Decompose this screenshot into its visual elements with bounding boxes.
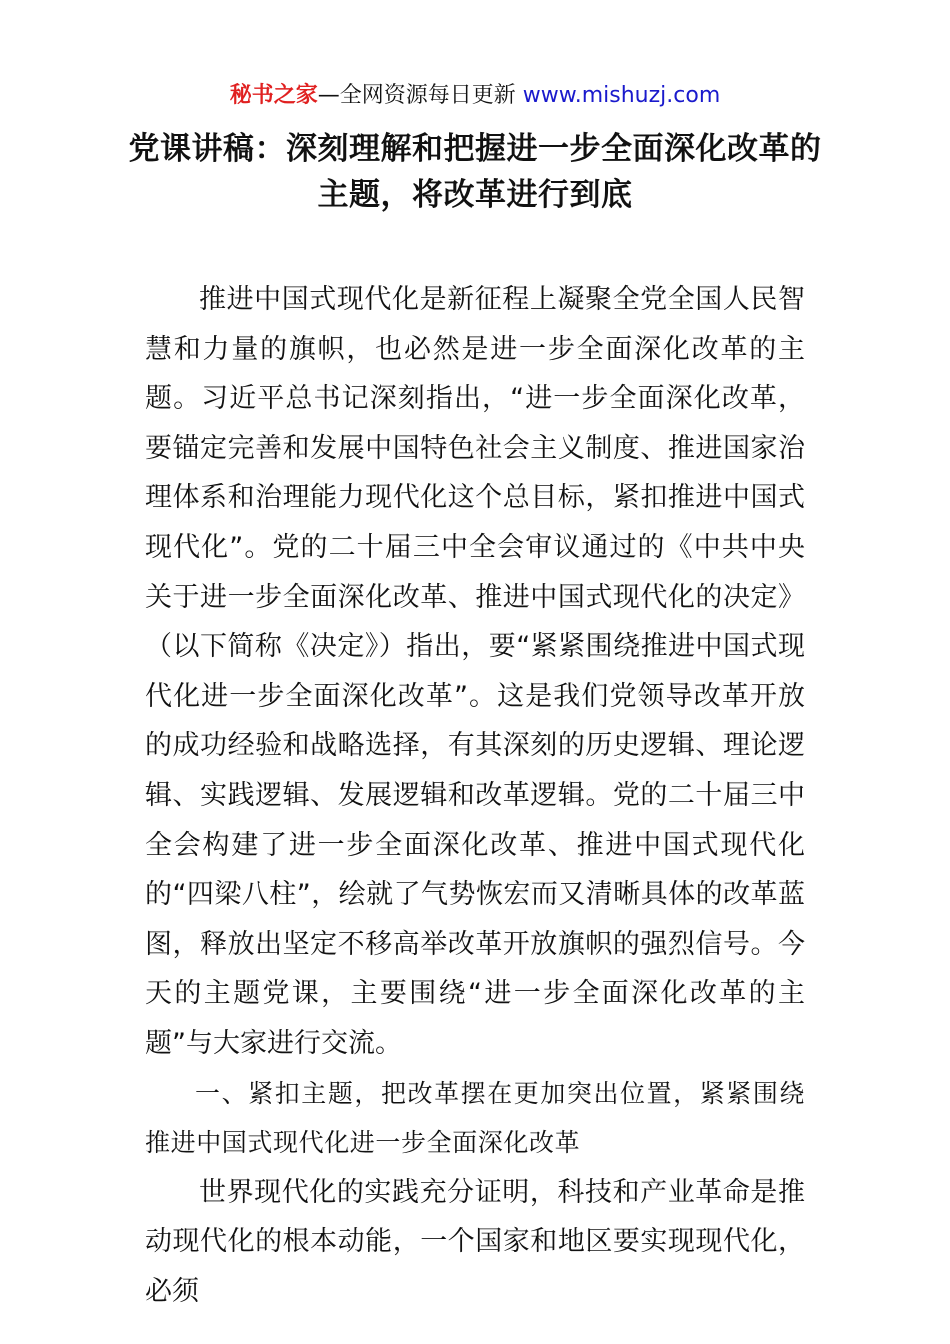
- paragraph-intro: 推进中国式现代化是新征程上凝聚全党全国人民智慧和力量的旗帜，也必然是进一步全面深化改革的主题。习近平总书记深刻指出，“进一步全面深化改革，要锚定完善和发展中国特色社会主义制度、推进国家治理体系和治理能力现代化这个总目标，紧扣推进中国式现代化”。党的二十届三中全会审议通过的《中共中央关于进一步全面深化改革、推进中国式现代化的决定》（以下简称《决定》）指出，要“紧紧围绕推进中国式现代化进一步全面深化改革”。这是我们党领导改革开放的成功经验和战略选择，有其深刻的历史逻辑、理论逻辑、实践逻辑、发展逻辑和改革逻辑。党的二十届三中全会构建了进一步全面深化改革、推进中国式现代化的“四梁八柱”，绘就了气势恢宏而又清晰具体的改革蓝图，释放出坚定不移高举改革开放旗帜的强烈信号。今天的主题党课，主要围绕“进一步全面深化改革的主题”与大家进行交流。: [145, 284, 805, 1059]
- site-header: [0, 80, 950, 112]
- document-title: 党课讲稿：深刻理解和把握进一步全面深化改革的主题，将改革进行到底: [128, 131, 822, 213]
- document-body: [145, 275, 805, 1316]
- section-heading-1: 一、紧扣主题，把改革摆在更加突出位置，紧紧围绕推进中国式现代化进一步全面深化改革: [145, 1078, 805, 1158]
- site-brand: 秘书之家: [229, 83, 318, 108]
- site-tagline: —全网资源每日更新: [317, 83, 523, 108]
- site-url-link[interactable]: www.mishuzj.com: [522, 83, 721, 108]
- paragraph-section-1: 世界现代化的实践充分证明，科技和产业革命是推动现代化的根本动能，一个国家和地区要实现现代化，必须: [145, 1176, 805, 1307]
